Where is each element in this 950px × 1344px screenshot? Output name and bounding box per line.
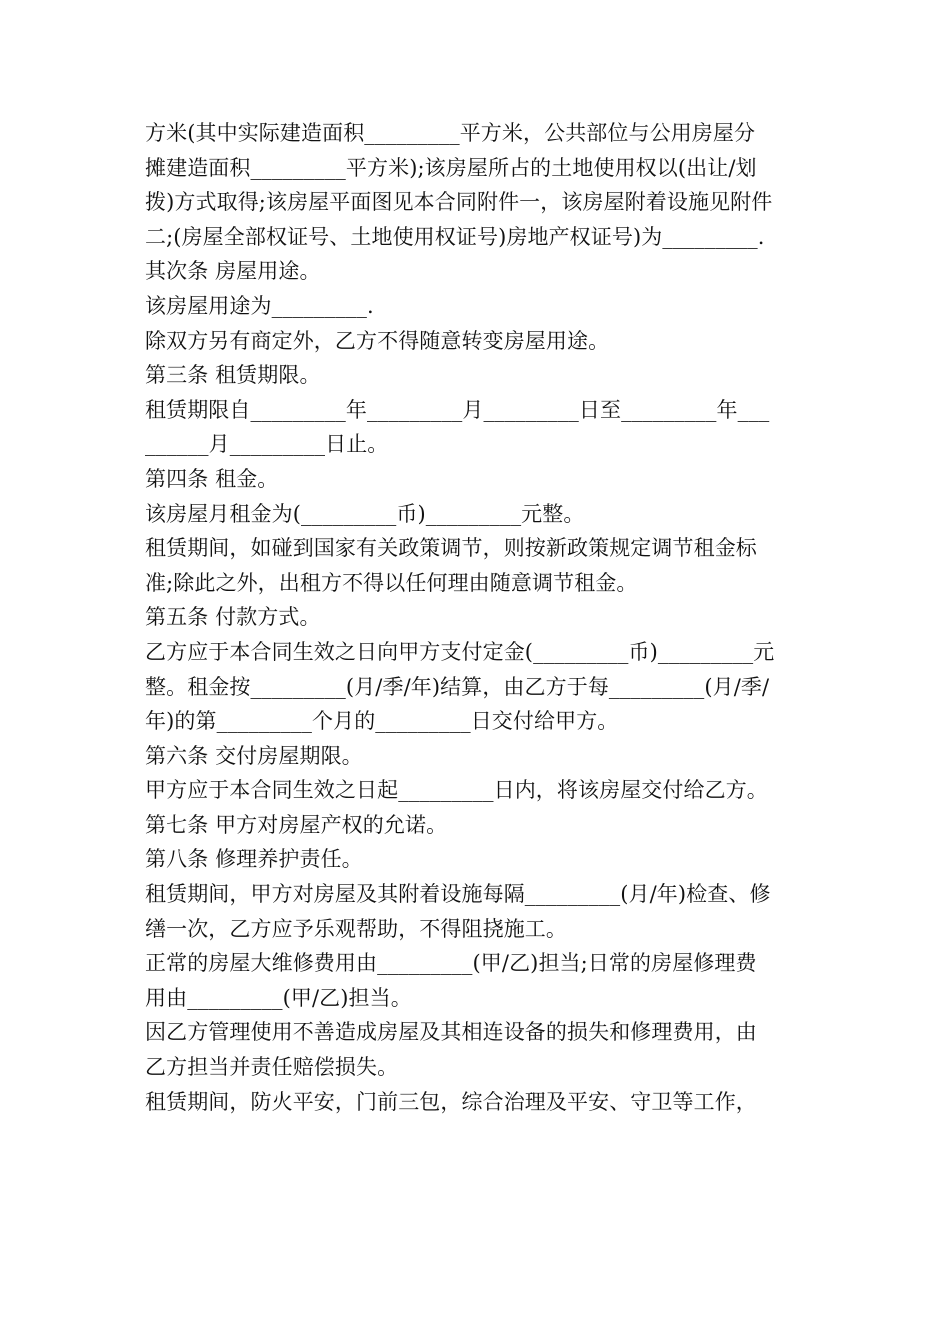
text-line: 年)的第_________个月的_________日交付给甲方。	[145, 709, 619, 734]
text-line: 整。租金按_________(月/季/年)结算，由乙方于每_________(月/季/	[145, 674, 770, 699]
text-line: 准;除此之外，出租方不得以任何理由随意调节租金。	[145, 570, 638, 595]
text-line: 租赁期间，防火平安，门前三包，综合治理及平安、守卫等工作，	[145, 1089, 757, 1114]
text-line: 缮一次，乙方应予乐观帮助，不得阻挠施工。	[145, 916, 567, 941]
section-heading: 第五条 付款方式。	[145, 605, 321, 630]
section-heading: 第四条 租金。	[145, 466, 279, 491]
text-line: 正常的房屋大维修费用由_________(甲/乙)担当;日常的房屋修理费	[145, 951, 757, 976]
text-line: 租赁期间，甲方对房屋及其附着设施每隔_________(月/年)检查、修	[145, 882, 771, 907]
section-heading: 第八条 修理养护责任。	[145, 847, 363, 872]
text-line: 乙方担当并责任赔偿损失。	[145, 1055, 399, 1080]
section-heading: 第三条 租赁期限。	[145, 363, 321, 388]
text-line: 方米(其中实际建造面积_________平方米，公共部位与公用房屋分	[145, 121, 756, 145]
text-line: 甲方应于本合同生效之日起_________日内，将该房屋交付给乙方。	[145, 778, 768, 803]
section-heading: 第七条 甲方对房屋产权的允诺。	[145, 812, 448, 837]
text-line: 除双方另有商定外，乙方不得随意转变房屋用途。	[145, 328, 610, 353]
text-line: 拨)方式取得;该房屋平面图见本合同附件一，该房屋附着设施见附件	[145, 190, 773, 215]
section-heading: 第六条 交付房屋期限。	[145, 743, 363, 768]
document-body	[145, 116, 815, 1119]
text-line: 租赁期间，如碰到国家有关政策调节，则按新政策规定调节租金标	[145, 536, 757, 561]
text-line: 因乙方管理使用不善造成房屋及其相连设备的损失和修理费用，由	[145, 1020, 757, 1045]
text-line: ______月_________日止。	[145, 432, 389, 457]
text-line: 二;(房屋全部权证号、土地使用权证号)房地产权证号)为_________.	[145, 224, 765, 249]
section-heading: 其次条 房屋用途。	[145, 259, 321, 284]
text-line: 用由_________(甲/乙)担当。	[145, 985, 412, 1010]
text-line: 该房屋用途为_________.	[145, 293, 374, 318]
text-line: 乙方应于本合同生效之日向甲方支付定金(_________币)_________元	[145, 639, 775, 664]
text-line: 摊建造面积_________平方米);该房屋所占的土地使用权以(出让/划	[145, 155, 757, 180]
text-line: 租赁期限自_________年_________月_________日至_________年___	[145, 397, 770, 422]
text-line: 该房屋月租金为(_________币)_________元整。	[145, 501, 585, 526]
